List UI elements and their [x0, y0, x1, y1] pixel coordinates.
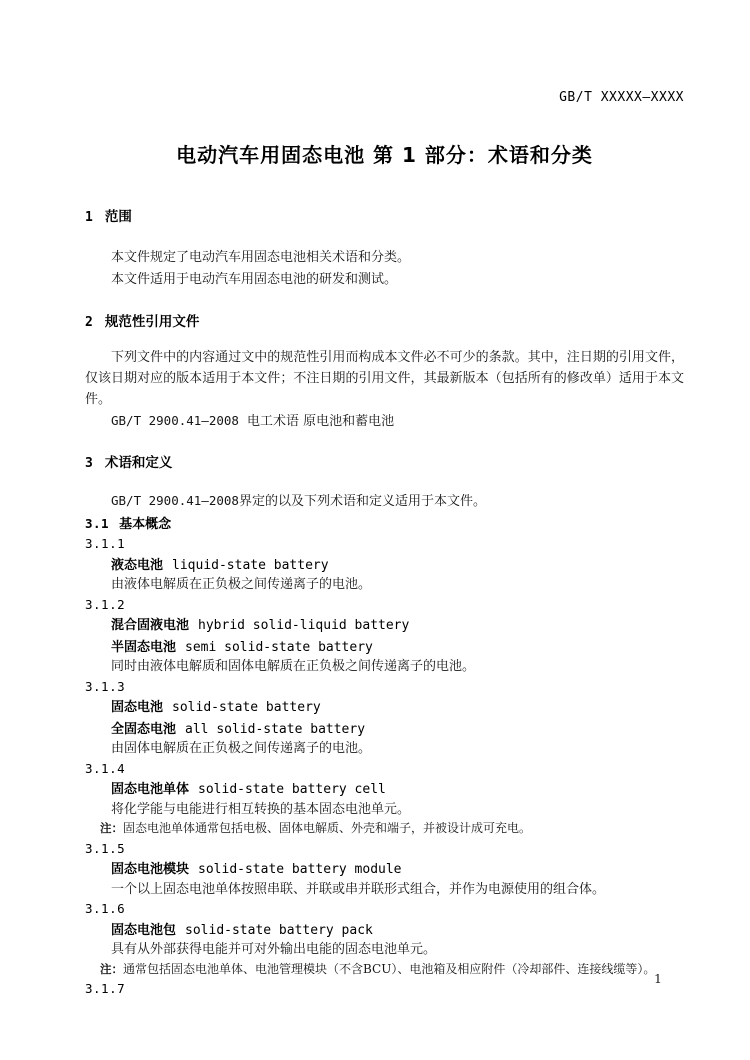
- section-title: 规范性引用文件: [104, 314, 200, 330]
- note-text: 固态电池单体通常包括电极、固体电解质、外壳和端子，并被设计成可充电。: [123, 821, 532, 835]
- term-name-zh: 半固态电池: [111, 639, 177, 655]
- referenced-standard: [85, 410, 684, 432]
- note-text: 通常包括固态电池单体、电池管理模块（不含BCU）、电池箱及相应附件（冷却部件、连接线缆等）。: [123, 961, 656, 976]
- term-definition: 一个以上固态电池单体按照串联、并联或串并联形式组合，并作为电源使用的组合体。: [111, 881, 606, 897]
- subsection-number: 3.1: [85, 516, 110, 531]
- referenced-standard-title: 电工术语 原电池和蓄电池: [246, 414, 395, 429]
- clause-number: 3.1.2: [85, 596, 126, 612]
- term-entry: [85, 759, 684, 839]
- term-entry: [85, 979, 684, 999]
- term-entry: [85, 595, 684, 677]
- term-name-en: semi solid-state battery: [185, 639, 373, 655]
- term-name-zh: 混合固液电池: [111, 618, 190, 633]
- terms-intro-paragraph: [85, 490, 684, 512]
- subsection-title: 基本概念: [119, 517, 172, 532]
- term-name-en: all solid-state battery: [185, 721, 366, 737]
- section-3-heading: [85, 454, 684, 473]
- term-name-line: [85, 696, 684, 718]
- section-title: 术语和定义: [104, 455, 173, 471]
- term-entry: [85, 839, 684, 900]
- term-name-en: solid-state battery: [172, 700, 321, 715]
- term-definition: 由液体电解质在正负极之间传递离子的电池。: [111, 577, 372, 592]
- term-name-line: [85, 858, 684, 880]
- term-name-zh: 固态电池模块: [111, 862, 190, 877]
- clause-number: 3.1.6: [85, 901, 126, 916]
- section-1-heading: [85, 208, 684, 227]
- clause-number: 3.1.4: [85, 760, 126, 776]
- section-number: 3: [85, 456, 93, 471]
- section-2-heading: [85, 313, 684, 332]
- term-name-line: [85, 636, 684, 658]
- terms-list: [85, 534, 684, 999]
- term-entry: [85, 677, 684, 759]
- term-name-en: hybrid solid-liquid battery: [198, 618, 410, 633]
- term-name-zh: 全固态电池: [111, 721, 177, 737]
- note-label: 注：: [100, 821, 123, 835]
- note-label: 注：: [100, 961, 123, 976]
- section-title: 范围: [104, 209, 132, 225]
- subsection-3-1-heading: [85, 514, 684, 534]
- scope-paragraph-2: 本文件适用于电动汽车用固态电池的研发和测试。: [111, 272, 398, 287]
- term-name-zh: 固态电池包: [111, 922, 177, 938]
- document-title: 电动汽车用固态电池 第 1 部分：术语和分类: [176, 143, 593, 167]
- term-note: [85, 819, 684, 839]
- page-number: 1: [654, 971, 662, 986]
- section-number: 2: [85, 315, 93, 330]
- term-name-zh: 固态电池: [111, 700, 164, 715]
- term-name-zh: 液态电池: [111, 557, 164, 573]
- terms-intro-text: 界定的以及下列术语和定义适用于本文件。: [238, 494, 486, 509]
- page-content: [85, 0, 684, 999]
- standard-reference-number: GB/T XXXXX—XXXX: [559, 90, 684, 105]
- term-name-en: solid-state battery pack: [185, 922, 373, 938]
- term-name-en: solid-state battery cell: [198, 782, 386, 797]
- term-definition: 同时由液体电解质和固体电解质在正负极之间传递离子的电池。: [111, 659, 476, 674]
- term-entry: [85, 534, 684, 595]
- referenced-standard-code: GB/T 2900.41—2008: [111, 413, 239, 428]
- scope-paragraph-1: 本文件规定了电动汽车用固态电池相关术语和分类。: [111, 250, 411, 265]
- clause-number: 3.1.7: [85, 981, 126, 996]
- clause-number: 3.1.3: [85, 678, 126, 694]
- term-name-line: [85, 614, 684, 636]
- referenced-standard-code: GB/T 2900.41—2008: [111, 493, 239, 508]
- term-name-zh: 固态电池单体: [111, 782, 190, 797]
- term-definition: 将化学能与电能进行相互转换的基本固态电池单元。: [111, 801, 411, 817]
- term-name-line: [85, 778, 684, 800]
- normative-references-paragraph: 下列文件中的内容通过文中的规范性引用而构成本文件必不可少的条款。其中，注日期的引用文件，仅该日期对应的版本适用于本文件；不注日期的引用文件，其最新版本（包括所有的修改单）适用于本文件。: [85, 350, 684, 407]
- term-name-line: [85, 919, 684, 941]
- term-name-line: [85, 718, 684, 740]
- section-number: 1: [85, 210, 93, 225]
- term-name-line: [85, 554, 684, 576]
- term-name-en: liquid-state battery: [172, 557, 329, 573]
- clause-number: 3.1.1: [85, 536, 126, 551]
- term-note: [85, 960, 684, 980]
- term-definition: 具有从外部获得电能并可对外输出电能的固态电池单元。: [111, 942, 437, 957]
- term-entry: [85, 899, 684, 979]
- term-definition: 由固体电解质在正负极之间传递离子的电池。: [111, 741, 372, 756]
- term-name-en: solid-state battery module: [198, 862, 402, 877]
- clause-number: 3.1.5: [85, 840, 126, 856]
